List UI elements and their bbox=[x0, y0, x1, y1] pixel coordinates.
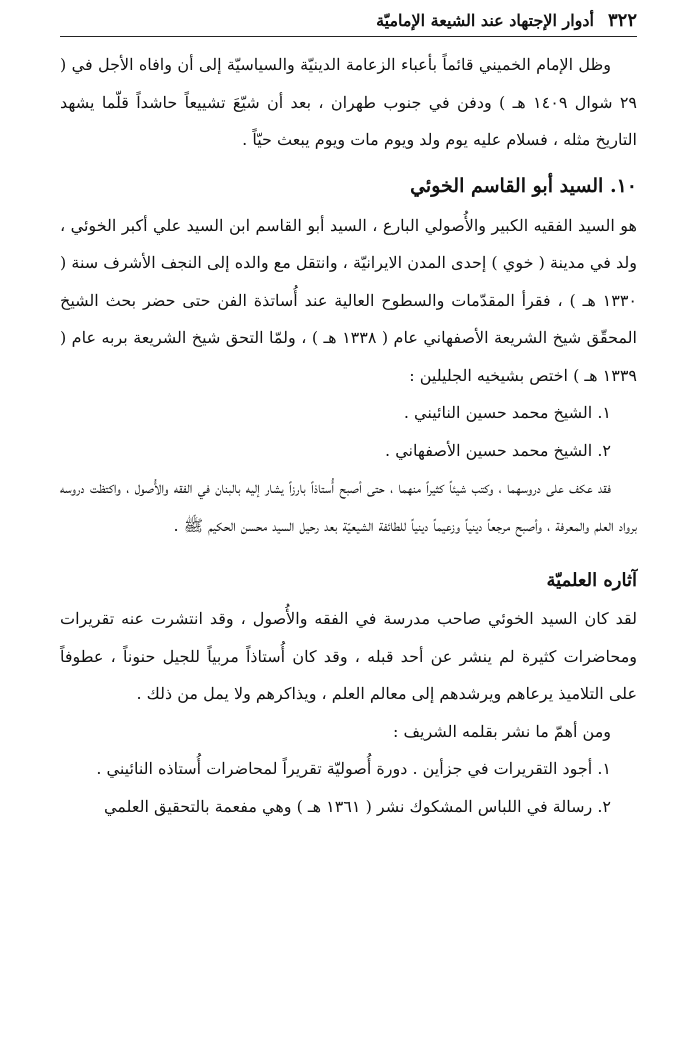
running-header bbox=[60, 6, 637, 34]
list-item-work-1: ١. أجود التقريرات في جزأين . دورة أُصوليّة تقريراً لمحاضرات أُستاذه النائيني . bbox=[96, 759, 611, 778]
list-item-teacher-1: ١. الشيخ محمد حسين النائيني . bbox=[403, 403, 611, 422]
section-heading-khoei: ١٠. السيد أبو القاسم الخوئي bbox=[410, 174, 637, 197]
subheading-scholarly-works: آثاره العلميّة bbox=[546, 570, 637, 591]
running-header-title: أدوار الإجتهاد عند الشيعة الإماميّة bbox=[376, 10, 594, 30]
paragraph-khoei-biography: هو السيد الفقيه الكبير والأُصولي البارع ، السيد أبو القاسم ابن السيد علي أكبر الخوئي ، ولد في مدينة ( خوي ) إحدى المدن الايرانيّة ، وانتقل مع والده إلى النجف الأشرف سنة ( ١٣٣٠ هـ ) ، فقرأ المقدّمات والسطوح العالية عند أُساتذة الفن حتى حضر بحث الشيخ المحقّق شيخ الشريعة الأصفهاني عام ( ١٣٣٨ هـ ) ، ولمّا التحق شيخ الشريعة بربه عام ( ١٣٣٩ هـ ) اختص بشيخيه الجليلين : bbox=[60, 215, 637, 385]
list-item-work-2: ٢. رسالة في اللباس المشكوك نشر ( ١٣٦١ هـ ) وهي مفعمة بالتحقيق العلمي bbox=[103, 796, 611, 816]
list-item-teacher-2: ٢. الشيخ محمد حسين الأصفهاني . bbox=[385, 440, 611, 460]
header-divider bbox=[60, 36, 637, 37]
paragraph-khoei-studies: فقد عكف على دروسهما ، وكتب شيئاً كثيراً منهما ، حتى أصبح أُستاذاً بارزاً يشار إليه بالبنان في الفقه والأُصول ، واكتظت دروسه برواد العلم والمعرفة ، وأصبح مرجعاً دينياً وزعيماً دينياً للطائفة الشيعيّة بعد رحيل السيد محسن الحكيم ﷺ . bbox=[60, 478, 637, 535]
paragraph-khomeini-death: وظل الإمام الخميني قائماً بأعباء الزعامة الدينيّة والسياسيّة إلى أن وافاه الأجل في ( ٢٩ شوال ١٤٠٩ هـ ) ودفن في جنوب طهران ، بعد أن شيّعَ تشييعاً حاشداً قلّما يشهد التاريخ مثله ، فسلام عليه يوم ولد ويوم مات ويوم يبعث حيّاً . bbox=[60, 55, 638, 149]
paragraph-works-intro: ومن أهمّ ما نشر بقلمه الشريف : bbox=[392, 721, 611, 741]
page-body bbox=[60, 46, 637, 825]
paragraph-khoei-school: لقد كان السيد الخوئي صاحب مدرسة في الفقه والأُصول ، وقد انتشرت عنه تقريرات ومحاضرات كثيرة لم ينشر عن أحد قبله ، وقد كان أُستاذاً مربياً للجيل حنوناً ، عطوفاً على التلاميذ يرعاهم ويرشدهم إلى معالم العلم ، ويذاكرهم ولا يمل من ذلك . bbox=[60, 609, 638, 703]
page-number: ٣٢٢ bbox=[607, 9, 637, 31]
